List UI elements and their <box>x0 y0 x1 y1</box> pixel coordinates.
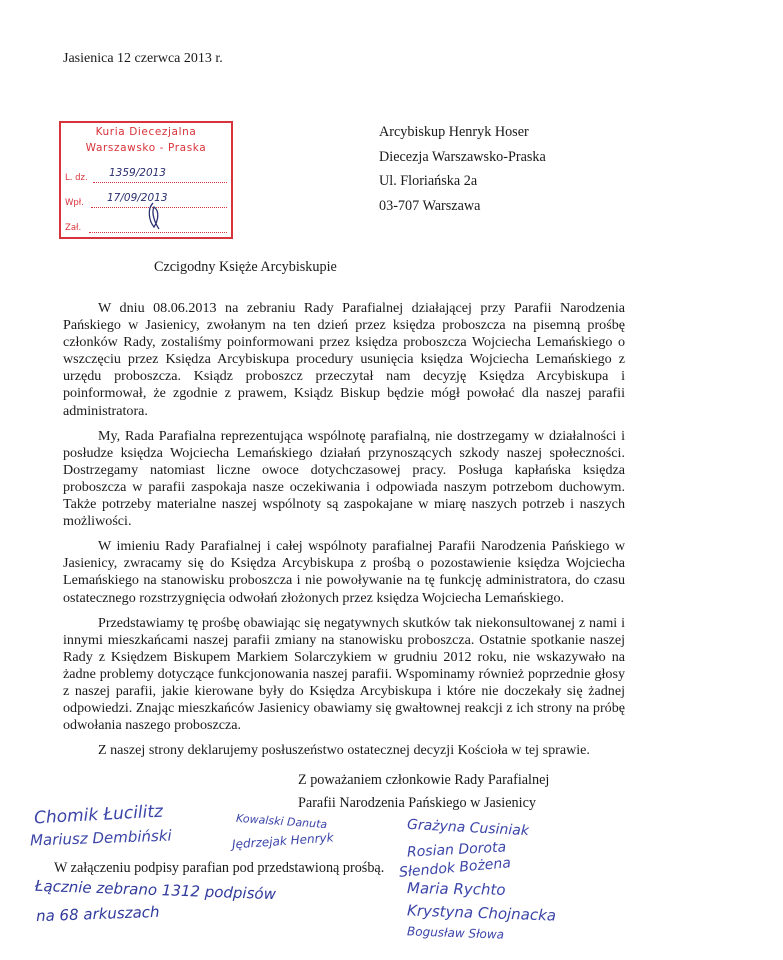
body-paragraph: Z naszej strony deklarujemy posłuszeństwo ostatecznej decyzji Kościoła w tej sprawie. <box>98 742 590 759</box>
attachment-note: W załączeniu podpisy parafian pod przedstawioną prośbą. <box>54 860 385 876</box>
stamp-title-line2: Warszawsko - Praska <box>85 142 207 154</box>
body-paragraph: Przedstawiamy tę prośbę obawiając się negatywnych skutków tak niekonsultowanej z nami i innymi mieszkańcami naszej parafii zmiany na stanowisku proboszcza. Ostatnie spotkanie naszej Rady z Księdzem Biskupem Markiem Solarczykiem w grudniu 2012 roku, nie wskazywało na żadne problemy dotyczące funkcjonowania naszej parafii. Wspominamy również poprzednie głosy z naszej parafii, jakie kierowane były do Księdza Arcybiskupa i które nie doczekały się żadnej odpowiedzi. Znając mieszkańców Jasienicy obawiamy się gwałtownej reakcji z ich strony na próbę odwołania naszego proboszcza. <box>63 614 625 734</box>
addressee-line: Ul. Floriańska 2a <box>379 173 478 189</box>
handwritten-signature: Jędrzejak Henryk <box>231 830 334 852</box>
addressee-line: Diecezja Warszawsko-Praska <box>379 148 546 165</box>
addressee-line: Arcybiskup Henryk Hoser <box>379 124 529 140</box>
addressee-block <box>379 120 546 218</box>
handwritten-signature: Rosian Dorota <box>406 839 507 861</box>
closing-block <box>298 769 549 815</box>
handwritten-signature: Krystyna Chojnacka <box>406 901 557 925</box>
stamp-initial-mark <box>145 201 163 231</box>
stamp-ldz-line <box>93 182 227 183</box>
handwritten-signature: Maria Rychto <box>406 879 506 899</box>
handwritten-signature: Bogusław Słowa <box>406 924 505 942</box>
handwritten-signature: Słendok Bożena <box>398 855 512 881</box>
registry-stamp <box>59 121 233 239</box>
addressee-line: 03-707 Warszawa <box>379 197 481 214</box>
stamp-wpl-value: 17/09/2013 <box>107 192 168 204</box>
closing-line: Parafii Narodzenia Pańskiego w Jasienicy <box>298 795 536 811</box>
stamp-zal-line <box>89 232 227 233</box>
salutation: Czcigodny Księże Arcybiskupie <box>154 259 337 275</box>
stamp-wpl-label: Wpł. <box>65 198 84 208</box>
handwritten-signature: Grażyna Cusiniak <box>406 816 530 840</box>
body-paragraph: My, Rada Parafialna reprezentująca wspólnotę parafialną, nie dostrzegamy w działalności i posłudze księdza Wojciecha Lemańskiego działań przynoszących szkody naszej społeczności. Dostrzegamy natomiast liczne owoce dotychczasowej pracy. Posługa kapłańska księdza proboszcza w parafii zaspokaja nasze oczekiwania i odpowiada naszym potrzebom duchowym. Także potrzeby materialne naszej wspólnoty są zaspokajane w miarę naszych potrzeb i naszych możliwości. <box>63 427 625 530</box>
letter-date: Jasienica 12 czerwca 2013 r. <box>63 51 223 66</box>
stamp-ldz-label: L. dz. <box>65 173 88 183</box>
handwritten-signature: Mariusz Dembiński <box>29 826 172 850</box>
handwritten-note: Łącznie zebrano 1312 podpisów <box>34 876 277 904</box>
body-paragraph: W imieniu Rady Parafialnej i całej wspólnoty parafialnej Parafii Narodzenia Pańskiego w Jasienicy, zwracamy się do Księdza Arcybiskupa z prośbą o pozostawienie księdza Wojciecha Lemańskiego na stanowisku proboszcza i nie powoływanie na tę funkcję administratora, do czasu ostatecznego rozstrzygnięcia odwołań złożonych przez księdza Wojciecha Lemańskiego. <box>63 538 625 606</box>
body-paragraph: W dniu 08.06.2013 na zebraniu Rady Parafialnej działającej przy Parafii Narodzenia Pańskiego w Jasienicy, zwołanym na ten dzień przez księdza proboszcza na pisemną prośbę członków Rady, zostaliśmy poinformowani przez księdza proboszcza Wojciecha Lemańskiego o wszczęciu przez Księdza Arcybiskupa procedury usunięcia księdza Wojciecha Lemańskiego z urzędu proboszcza. Ksiądz proboszcz przeczytał nam decyzję Księdza Arcybiskupa i poinformował, że zgodnie z prawem, Ksiądz Biskup będzie mógł powołać dla naszej parafii administratora. <box>63 300 625 419</box>
handwritten-note: na 68 arkuszach <box>35 902 160 926</box>
letter-body <box>63 300 625 767</box>
handwritten-signature: Kowalski Danuta <box>235 811 328 832</box>
stamp-title-line1: Kuria Diecezjalna <box>95 126 197 138</box>
stamp-zal-label: Zał. <box>65 223 82 233</box>
stamp-ldz-value: 1359/2013 <box>109 167 166 179</box>
handwritten-signature: Chomik Łucilitz <box>33 801 164 829</box>
closing-line: Z poważaniem członkowie Rady Parafialnej <box>298 772 550 788</box>
